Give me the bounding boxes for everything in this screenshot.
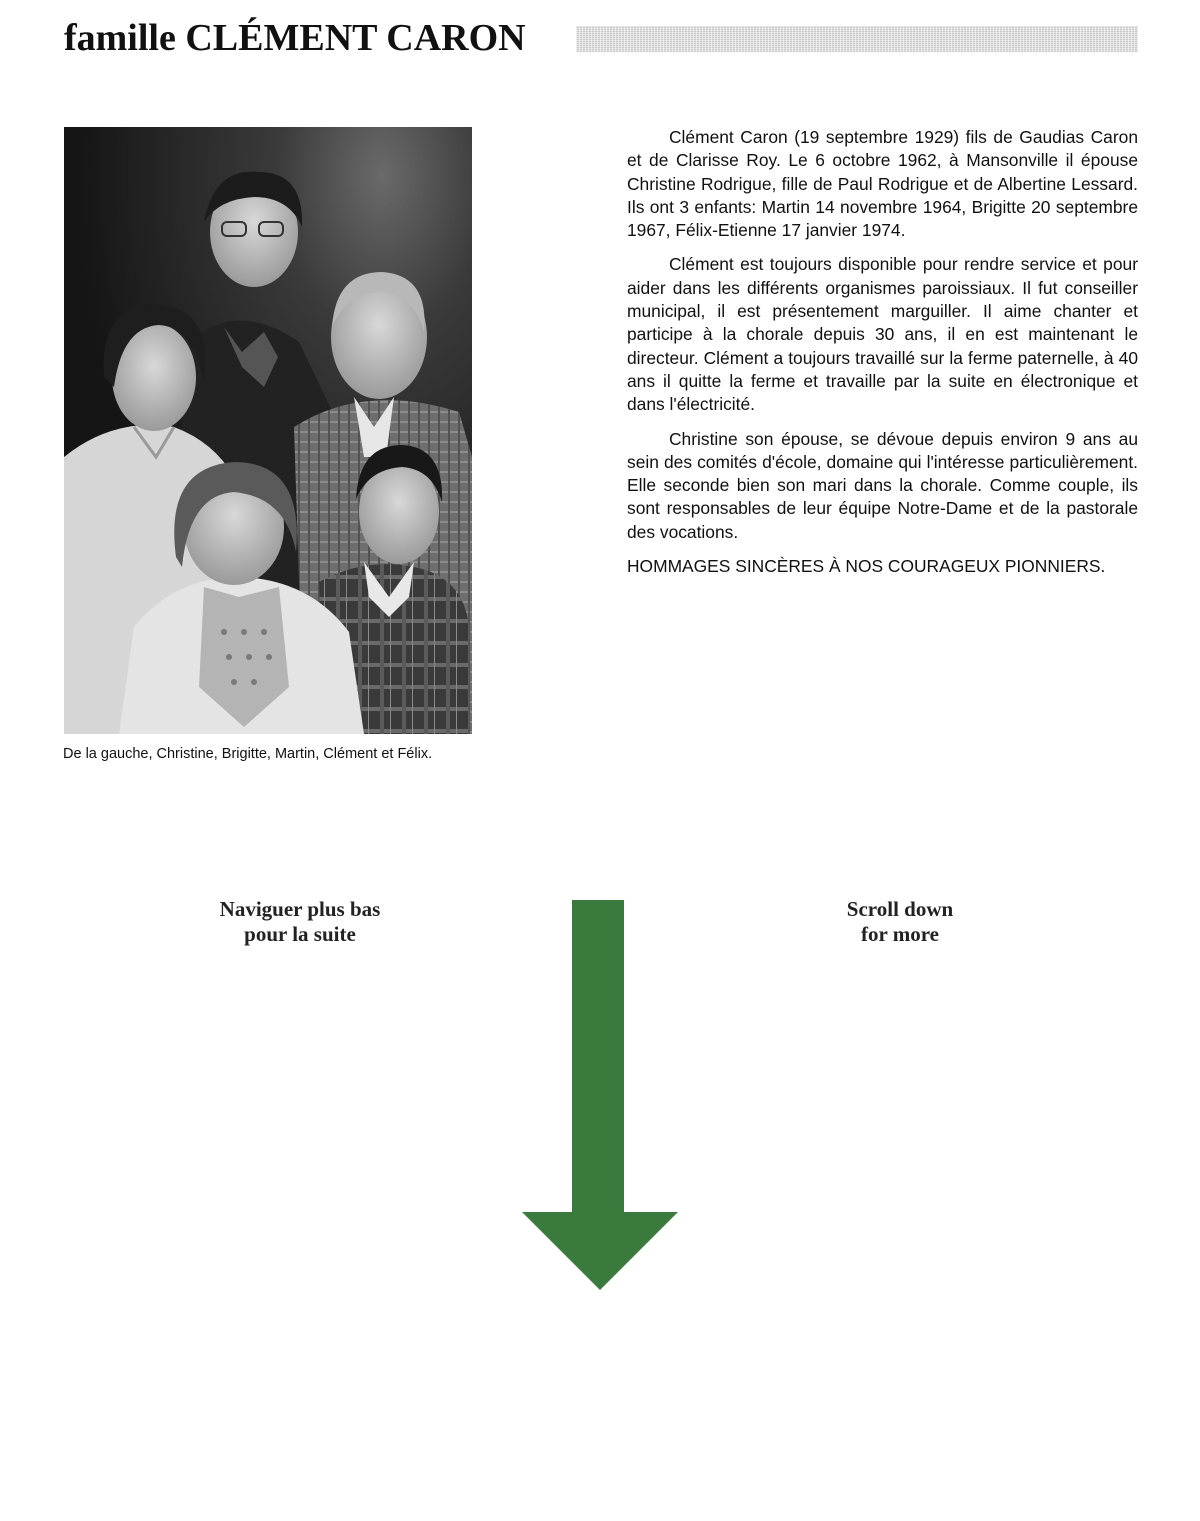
article-body — [627, 126, 1138, 589]
article-paragraph: Christine son épouse, se dévoue depuis environ 9 ans au sein des comités d'école, domaine qui l'intéresse particulièrement. Elle seconde bien son mari dans la chorale. Comme couple, ils sont responsables de leur équipe Notre-Dame et de la pastorale des vocations. — [627, 428, 1138, 542]
title-rule — [576, 26, 1138, 52]
scroll-hint-english-line: for more — [861, 922, 939, 946]
scroll-hint-english — [750, 897, 1050, 947]
scroll-hint-french-line: Naviguer plus bas — [219, 897, 381, 921]
scroll-hint-english-line: Scroll down — [846, 897, 954, 921]
article-paragraph: Clément est toujours disponible pour rendre service et pour aider dans les différents organismes paroissiaux. Il fut conseiller municipal, il est présentement marguiller. Il aime chanter et participe à la chorale depuis 30 ans, il en est maintenant le directeur. Clément a toujours travaillé sur la ferme paternelle, à 40 ans il quitte la ferme et travaille par la suite en électronique et dans l'électricité. — [627, 254, 1138, 415]
scroll-hint-french — [150, 897, 450, 947]
photo-caption: De la gauche, Christine, Brigitte, Martin, Clément et Félix. — [63, 746, 433, 762]
tribute-text: HOMMAGES SINCÈRES À NOS COURAGEUX PIONNIERS. — [627, 556, 1106, 577]
family-photo — [64, 127, 472, 734]
page-title: famille CLÉMENT CARON — [64, 17, 526, 59]
article-paragraph: Clément Caron (19 septembre 1929) fils de Gaudias Caron et de Clarisse Roy. Le 6 octobre 1962, à Mansonville il épouse Christine Rodrigue, fille de Paul Rodrigue et de Albertine Lessard. Ils ont 3 enfants: Martin 14 novembre 1964, Brigitte 20 septembre 1967, Félix-Etienne 17 janvier 1974. — [627, 127, 1138, 241]
arrow-down-icon[interactable] — [520, 900, 680, 1292]
scroll-hint-french-line: pour la suite — [244, 922, 356, 946]
